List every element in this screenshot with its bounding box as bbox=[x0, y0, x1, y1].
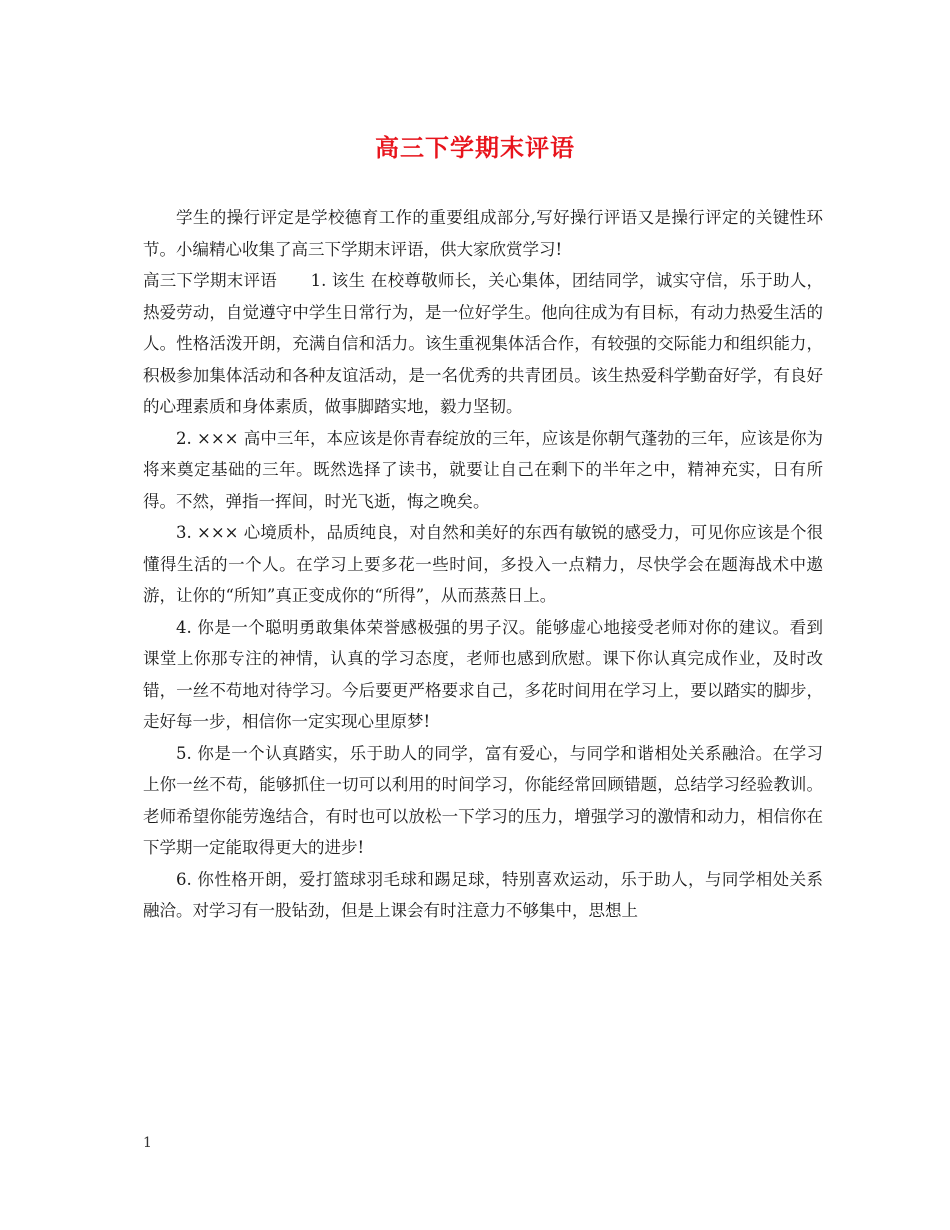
intro-paragraph: 学生的操行评定是学校德育工作的重要组成部分,写好操行评语又是操行评定的关键性环节。小编精心收集了高三下学期末评语，供大家欣赏学习! bbox=[143, 208, 823, 259]
paragraph-4: 4. 你是一个聪明勇敢集体荣誉感极强的男子汉。能够虚心地接受老师对你的建议。看到课堂上你那专注的神情，认真的学习态度，老师也感到欣慰。课下你认真完成作业，及时改错，一丝不苟地对待学习。今后要更严格要求自己，多花时间用在学习上，要以踏实的脚步，走好每一步，相信你一定实现心里原梦! bbox=[143, 617, 823, 731]
page-number: 1 bbox=[143, 1135, 152, 1151]
paragraph-6: 6. 你性格开朗，爱打篮球羽毛球和踢足球，特别喜欢运动，乐于助人，与同学相处关系融洽。对学习有一股钻劲，但是上课会有时注意力不够集中，思想上 bbox=[143, 869, 823, 920]
page-title: 高三下学期末评语 bbox=[375, 133, 575, 162]
paragraph-5: 5. 你是一个认真踏实，乐于助人的同学，富有爱心，与同学和谐相处关系融洽。在学习上你一丝不苟，能够抓住一切可以利用的时间学习，你能经常回顾错题，总结学习经验教训。老师希望你能劳逸结合，有时也可以放松一下学习的压力，增强学习的激情和动力，相信你在下学期一定能取得更大的进步! bbox=[143, 743, 823, 857]
document-body bbox=[143, 202, 823, 927]
paragraph-1: 高三下学期末评语 1. 该生 在校尊敬师长，关心集体，团结同学，诚实守信，乐于助人，热爱劳动，自觉遵守中学生日常行为，是一位好学生。他向往成为有目标，有动力热爱生活的人。性格活泼开朗，充满自信和活力。该生重视集体活合作，有较强的交际能力和组织能力，积极参加集体活动和各种友谊活动，是一名优秀的共青团员。该生热爱科学勤奋好学，有良好的心理素质和身体素质，做事脚踏实地，毅力坚韧。 bbox=[143, 271, 823, 416]
paragraph-2: 2. ××× 高中三年，本应该是你青春绽放的三年，应该是你朝气蓬勃的三年，应该是你为将来奠定基础的三年。既然选择了读书，就要让自己在剩下的半年之中，精神充实，日有所得。不然，弹指一挥间，时光飞逝，悔之晚矣。 bbox=[143, 428, 823, 511]
paragraph-3: 3. ××× 心境质朴，品质纯良，对自然和美好的东西有敏锐的感受力，可见你应该是个很懂得生活的一个人。在学习上要多花一些时间，多投入一点精力，尽快学会在题海战术中遨游，让你的“所知”真正变成你的“所得”，从而蒸蒸日上。 bbox=[143, 523, 823, 605]
